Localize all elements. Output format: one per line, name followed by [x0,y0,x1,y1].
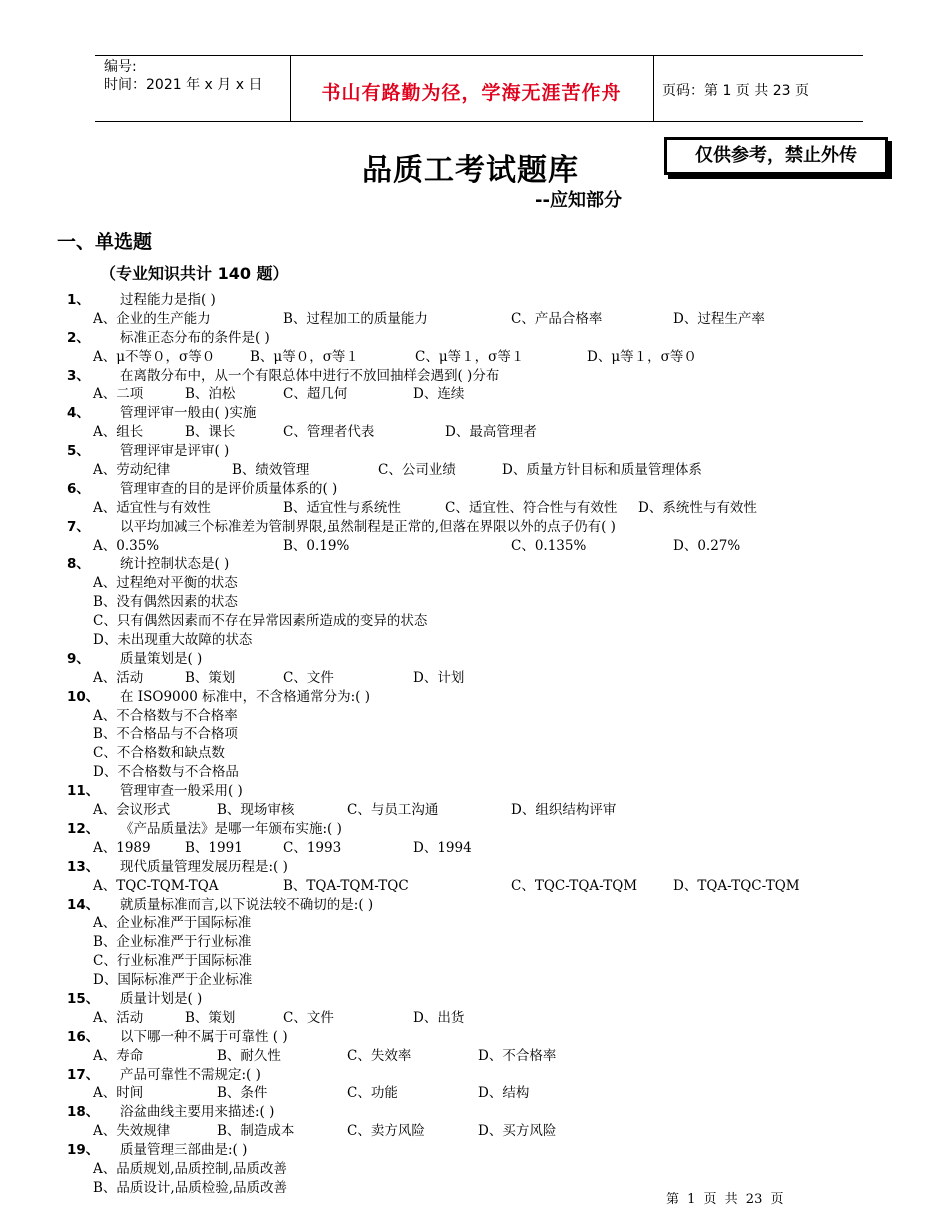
answer-option: D、连续 [413,386,465,403]
answer-option: B、条件 [217,1085,268,1102]
question-line [0,291,950,310]
answer-option: A、0.35% [93,537,160,554]
answer-option: D、计划 [413,669,465,686]
answer-option: D、不合格数与不合格品 [93,764,239,781]
answer-option: A、品质规划,品质控制,品质改善 [93,1160,287,1177]
answer-option: A、劳动纪律 [93,462,171,479]
answer-option: B、品质设计,品质检验,品质改善 [93,1179,288,1196]
option-row [0,1160,950,1179]
question-text: 管理评审是评审( ) [120,443,230,460]
question-text: 质量策划是( ) [120,650,203,667]
option-row [0,1009,950,1028]
question-text: 就质量标准而言,以下说法较不确切的是:( ) [120,896,374,913]
question-number: 15、 [67,990,100,1007]
question-number: 3、 [67,367,90,384]
question-number: 9、 [67,650,90,667]
question-line [0,896,950,915]
answer-option: B、没有偶然因素的状态 [93,594,238,611]
answer-option: C、TQC-TQA-TQM [511,877,638,894]
answer-option: A、μ不等０，σ等０ [93,348,216,365]
header-bottom-rule [95,121,863,122]
answer-option: B、现场审核 [217,802,295,819]
question-text: 以平均加减三个标准差为管制界限,虽然制程是正常的,但落在界限以外的点子仍有( ) [120,518,616,535]
question-text: 统计控制状态是( ) [120,556,230,573]
question-line [0,1066,950,1085]
option-row [0,707,950,726]
answer-option: C、0.135% [511,537,587,554]
option-row [0,499,950,518]
page-subtitle: --应知部分 [535,190,622,211]
answer-option: B、μ等０，σ等１ [250,348,359,365]
answer-option: C、文件 [283,1009,334,1026]
answer-option: A、不合格数与不合格率 [93,707,238,724]
question-number: 11、 [67,783,100,800]
question-text: 管理审查一般采用( ) [120,783,243,800]
option-row [0,1047,950,1066]
header-info [104,58,262,94]
question-text: 管理审查的目的是评价质量体系的( ) [120,480,338,497]
answer-option: D、国际标准严于企业标准 [93,972,253,989]
option-row [0,763,950,782]
option-row [0,461,950,480]
answer-option: A、失效规律 [93,1123,171,1140]
question-line [0,858,950,877]
answer-option: A、过程绝对平衡的状态 [93,575,238,592]
question-number: 4、 [67,405,90,422]
answer-option: B、耐久性 [217,1047,281,1064]
question-line [0,688,950,707]
question-number: 14、 [67,896,100,913]
question-number: 2、 [67,329,90,346]
question-line [0,990,950,1009]
answer-option: C、管理者代表 [283,424,375,441]
answer-option: D、不合格率 [478,1047,557,1064]
question-number: 8、 [67,556,90,573]
answer-option: C、行业标准严于国际标准 [93,953,252,970]
question-number: 7、 [67,518,90,535]
answer-option: B、过程加工的质量能力 [283,310,428,327]
question-line [0,442,950,461]
answer-option: D、1994 [413,839,472,856]
answer-option: B、绩效管理 [232,462,310,479]
option-row [0,669,950,688]
header-motto: 书山有路勤为径，学海无涯苦作舟 [321,82,622,104]
answer-option: D、μ等１，σ等０ [587,348,697,365]
answer-option: C、文件 [283,669,334,686]
answer-option: B、0.19% [283,537,350,554]
option-row [0,631,950,650]
question-text: 在离散分布中，从一个有限总体中进行不放回抽样会遇到( )分布 [120,367,500,384]
question-line [0,650,950,669]
answer-option: D、结构 [478,1085,530,1102]
question-text: 产品可靠性不需规定:( ) [120,1066,261,1083]
question-text: 质量管理三部曲是:( ) [120,1142,248,1159]
answer-option: B、课长 [185,424,236,441]
option-row [0,1084,950,1103]
answer-option: C、公司业绩 [378,462,456,479]
question-list [0,291,950,1198]
answer-option: B、企业标准严于行业标准 [93,934,252,951]
question-number: 1、 [67,292,90,308]
question-text: 质量计划是( ) [120,990,203,1007]
document-number-label: 编号: [104,59,137,75]
section-note: （专业知识共计 140 题） [100,264,289,283]
page-footer: 第 1 页 共 23 页 [666,1192,784,1207]
question-text: 在 ISO9000 标准中，不含格通常分为:( ) [120,688,370,705]
answer-option: A、时间 [93,1085,144,1102]
question-text: 现代质量管理发展历程是:( ) [120,858,288,875]
answer-option: A、二项 [93,386,144,403]
answer-option: B、制造成本 [217,1123,295,1140]
answer-option: C、不合格数和缺点数 [93,745,225,762]
option-row [0,593,950,612]
option-row [0,385,950,404]
question-number: 16、 [67,1028,100,1045]
option-row [0,612,950,631]
option-row [0,801,950,820]
answer-option: A、活动 [93,669,144,686]
question-line [0,1103,950,1122]
question-text: 过程能力是指( ) [120,292,216,308]
question-number: 13、 [67,858,100,875]
answer-option: A、会议形式 [93,802,171,819]
answer-option: C、功能 [347,1085,398,1102]
answer-option: C、μ等１，σ等１ [415,348,525,365]
question-line [0,367,950,386]
option-row [0,310,950,329]
answer-option: A、活动 [93,1009,144,1026]
answer-option: D、过程生产率 [673,310,765,327]
document-time: 时间：2021 年 x 月 x 日 [104,77,263,93]
question-number: 5、 [67,443,90,460]
option-row [0,537,950,556]
option-row [0,725,950,744]
question-line [0,1028,950,1047]
question-line [0,1141,950,1160]
option-row [0,1122,950,1141]
option-row [0,348,950,367]
answer-option: B、适宜性与系统性 [283,499,401,516]
answer-option: C、产品合格率 [511,310,603,327]
question-text: 《产品质量法》是哪一年颁布实施:( ) [120,820,342,837]
option-row [0,1179,950,1198]
answer-option: A、企业标准严于国际标准 [93,915,252,932]
question-line [0,480,950,499]
header-divider-right [653,55,654,121]
answer-option: A、1989 [93,839,151,856]
question-number: 19、 [67,1142,100,1159]
answer-option: D、最高管理者 [445,424,537,441]
answer-option: D、出货 [413,1009,465,1026]
answer-option: D、组织结构评审 [511,802,617,819]
answer-option: D、系统性与有效性 [638,499,757,516]
answer-option: C、失效率 [347,1047,412,1064]
question-text: 标准正态分布的条件是( ) [120,329,270,346]
question-line [0,518,950,537]
question-line [0,555,950,574]
answer-option: D、TQA-TQC-TQM [673,877,800,894]
section-heading: 一、单选题 [57,231,153,253]
page-title: 品质工考试题库 [362,153,579,188]
question-text: 管理评审一般由( )实施 [120,405,257,422]
answer-option: C、只有偶然因素而不存在异常因素所造成的变异的状态 [93,613,428,630]
answer-option: C、适宜性、符合性与有效性 [445,499,618,516]
option-row [0,952,950,971]
answer-option: B、策划 [185,1009,236,1026]
question-number: 17、 [67,1066,100,1083]
question-line [0,820,950,839]
option-row [0,744,950,763]
answer-option: A、TQC-TQM-TQA [93,877,219,894]
option-row [0,914,950,933]
answer-option: D、0.27% [673,537,741,554]
option-row [0,423,950,442]
answer-option: B、不合格品与不合格项 [93,726,238,743]
option-row [0,574,950,593]
answer-option: C、与员工沟通 [347,802,439,819]
question-number: 10、 [67,688,100,705]
answer-option: D、未出现重大故障的状态 [93,632,253,649]
answer-option: C、1993 [283,839,342,856]
option-row [0,933,950,952]
answer-option: A、组长 [93,424,144,441]
question-line [0,782,950,801]
question-number: 6、 [67,480,90,497]
answer-option: D、买方风险 [478,1123,557,1140]
answer-option: C、卖方风险 [347,1123,425,1140]
option-row [0,971,950,990]
question-line [0,404,950,423]
question-text: 浴盆曲线主要用来描述:( ) [120,1104,275,1121]
question-line [0,329,950,348]
answer-option: D、质量方针目标和质量管理体系 [502,462,702,479]
option-row [0,839,950,858]
answer-option: B、策划 [185,669,236,686]
header-page-number: 页码：第 1 页 共 23 页 [662,83,809,99]
answer-option: A、适宜性与有效性 [93,499,211,516]
header-top-rule [95,55,863,56]
answer-option: A、企业的生产能力 [93,310,211,327]
question-number: 12、 [67,820,100,837]
option-row [0,877,950,896]
answer-option: C、超几何 [283,386,348,403]
question-text: 以下哪一种不属于可靠性 ( ) [120,1028,288,1045]
answer-option: B、泊松 [185,386,236,403]
question-number: 18、 [67,1104,100,1121]
answer-option: B、1991 [185,839,243,856]
confidential-stamp: 仅供参考，禁止外传 [664,137,888,175]
answer-option: A、寿命 [93,1047,144,1064]
answer-option: B、TQA-TQM-TQC [283,877,409,894]
